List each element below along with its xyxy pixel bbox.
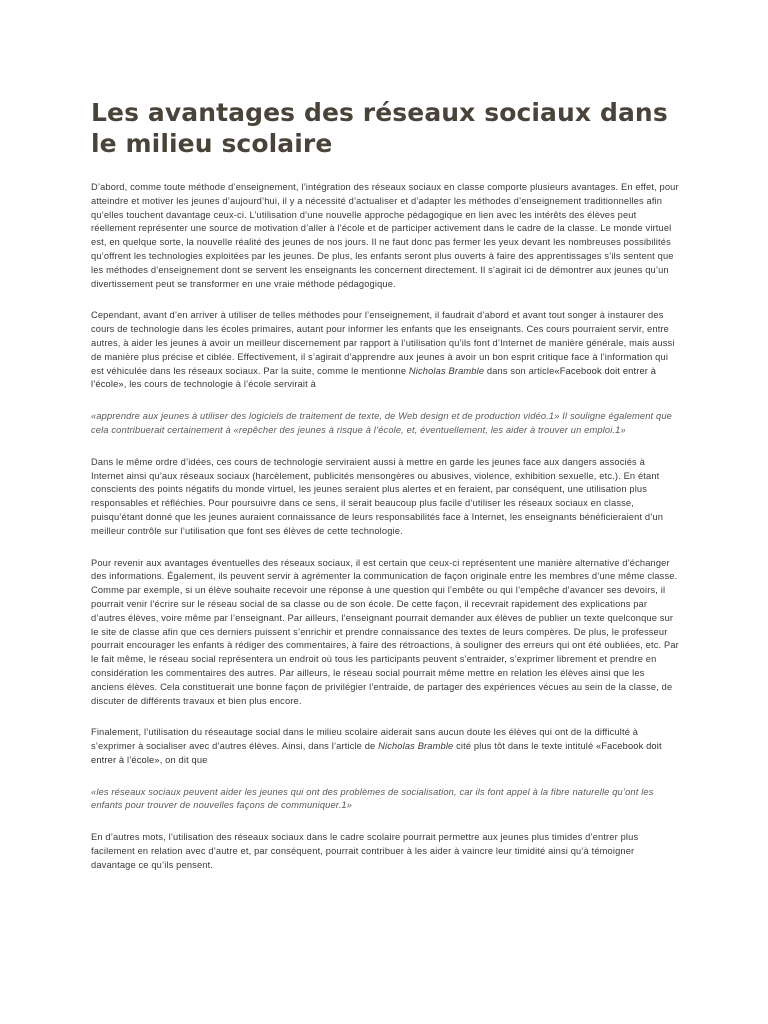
paragraph-5-text-middle: cité plus tôt dans le texte intitulé	[453, 741, 597, 752]
paragraph-2-text-after: , les cours de technologie à l’école servirait à	[123, 379, 316, 390]
paragraph-5-text-after: , on dit que	[159, 754, 208, 765]
paragraph-2-text-before: Cependant, avant d’en arriver à utiliser de telles méthodes pour l’enseignement, il faudrait d’abord et avant tout songer à instaurer des cours de technologie dans les écoles primaires, autant pour informer les enfants que les enseignants. Ces cours pourraient servir, entre autres, à aider les jeunes à avoir un meilleur discernement par rapport à l’utilisation qu’ils font d’Internet de manière générale, mais aussi de manière plus précise et ciblée. Effectivement, il s’agirait d’apprendre aux jeunes à avoir un bon esprit critique face à l’information qui est véhiculée dans les réseaux sociaux. Par la suite, comme le mentionne	[91, 310, 675, 376]
article-title-link: «Facebook doit entrer à l’école»	[91, 365, 657, 390]
paragraph-6: En d’autres mots, l’utilisation des réseaux sociaux dans le cadre scolaire pourrait permettre aux jeunes plus timides d’entrer plus facilement en relation avec d’autre et, par conséquent, pourrait contribuer à les aider à vaincre leur timidité ainsi qu’à témoigner davantage ce qu’ils pensent.	[91, 832, 639, 870]
quote-2: «les réseaux sociaux peuvent aider les jeunes qui ont des problèmes de socialisation, car ils font appel à la fibre naturelle qu’ont les enfants pour trouver de nouvelles façons de communiquer.1»	[91, 786, 654, 811]
author-name: Nicholas Bramble	[378, 741, 454, 752]
paragraph-4: Pour revenir aux avantages éventuelles des réseaux sociaux, il est certain que ceux-ci représentent une manière alternative d’échanger des informations. Également, ils peuvent servir à agrémenter la communication de façon originale entre les membres d’une même classe. Comme par exemple, si un élève souhaite recevoir une réponse à une question qui l’embête ou qui l’empêche d’avancer ses devoirs, il pourrait venir l’écrire sur le réseau social de sa classe ou de son école. De cette façon, il recevrait rapidement des explications par d’autres élèves, voire même par l’enseignant. Par ailleurs, l’enseignant pourrait demander aux élèves de publier un texte quelconque sur le site de classe afin que ces derniers puissent s’enrichir et prendre connaissance des textes de leurs compères. De plus, le professeur pourrait encourager les enfants à rédiger des commentaires, à faire des rétroactions, à souligner des erreurs qui ont été oubliées, etc. Par le fait même, le réseau social représentera un endroit où tous les participants peuvent s’entraider, s’exprimer librement et prendre en considération les commentaires des autres. Par ailleurs, le réseau social pourrait même mettre en relation les élèves ainsi que les anciens élèves. Cela constituerait une bonne façon de privilégier l’entraide, de partager des expériences vécues au sein de la classe, de discuter de différents travaux et bien plus encore.	[91, 557, 679, 706]
paragraph-5-text-before: Finalement, l’utilisation du réseautage social dans le milieu scolaire aiderait sans aucun doute les élèves qui ont de la difficulté à s’exprimer à socialiser avec d’autres élèves. Ainsi, dans l’article de	[91, 727, 639, 752]
article-title-link: «Facebook doit entrer à l’école»	[91, 741, 662, 765]
page-title: Les avantages des réseaux sociaux dans le milieu scolaire	[91, 98, 668, 158]
paragraph-5	[91, 726, 680, 767]
quote-1: «apprendre aux jeunes à utiliser des logiciels de traitement de texte, de Web design et de production vidéo.1» Il souligne également que cela contribuerait certainement à «repêcher des jeunes à risque à l’école, et, éventuellement, les aider à trouver un emploi.1»	[91, 411, 672, 435]
paragraph-2	[91, 309, 680, 392]
paragraph-3: Dans le même ordre d’idées, ces cours de technologie serviraient aussi à mettre en garde les jeunes face aux dangers associés à Internet ainsi qu’aux réseaux sociaux (harcèlement, publicités mensongères ou abusives, violence, exhibition sexuelle, etc.). En étant conscients des points négatifs du monde virtuel, les jeunes seraient plus alertes et en feraient, par conséquent, une utilisation plus responsables et réfléchies. Pour poursuivre dans ce sens, il serait beaucoup plus facile d’utiliser les réseaux sociaux en classe, puisqu’étant donné que les jeunes auraient connaissance de leurs responsabilités face à Internet, les enseignants bénéficieraient d’un meilleur contrôle sur l’utilisation que font ses élèves de cette technologie.	[91, 456, 664, 536]
paragraph-2-text-middle: dans son article	[484, 365, 555, 376]
author-name: Nicholas Bramble	[408, 365, 485, 376]
paragraph-1: D’abord, comme toute méthode d’enseignement, l’intégration des réseaux sociaux en classe comporte plusieurs avantages. En effet, pour atteindre et motiver les jeunes d’aujourd’hui, il y a nécessité d’actualiser et d’adapter les méthodes d’enseignement traditionnelles afin qu’elles touchent davantage ceux-ci. L’utilisation d’une nouvelle approche pédagogique en lien avec les intérêts des élèves peut réellement représenter une source de motivation d’aller à l’école et de participer activement dans le cadre de la classe. Le monde virtuel est, en quelque sorte, la nouvelle réalité des jeunes de nos jours. Il ne faut donc pas fermer les yeux devant les nombreuses possibilités qu’offrent les technologies exploitées par les jeunes. De plus, les enfants seront plus ouverts à faire des apprentissages s’ils sentent que les méthodes d’enseignement dont se servent les enseignants les concernent directement. Il s’agirait ici de démontrer aux jeunes qu’un divertissement peut se transformer en une vraie méthode pédagogique.	[91, 182, 679, 289]
